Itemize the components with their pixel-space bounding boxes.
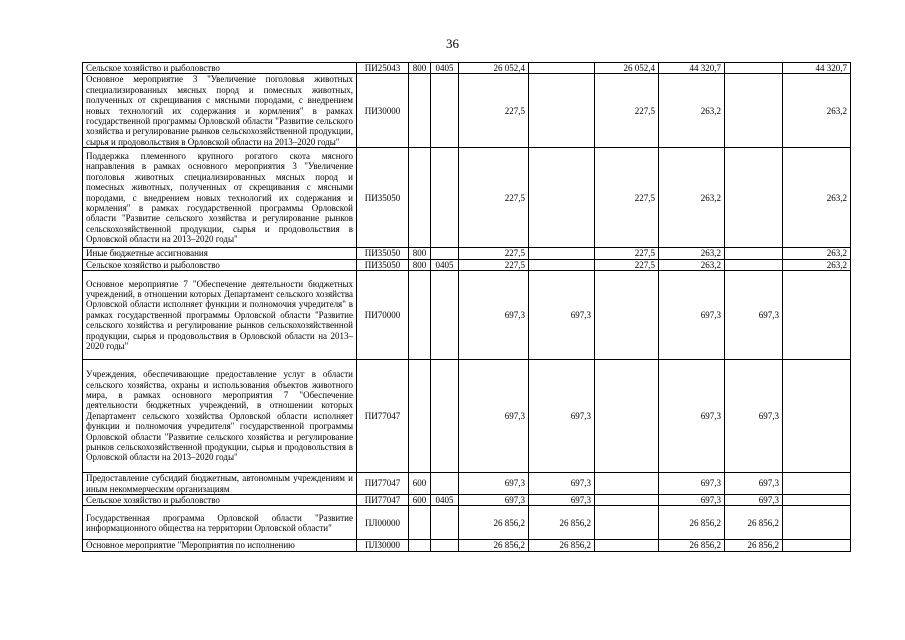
amount-cell-6	[783, 360, 851, 473]
section-cell	[431, 248, 459, 259]
amount-cell-4: 44 320,7	[659, 63, 725, 74]
section-cell	[431, 506, 459, 540]
amount-cell-6: 44 320,7	[783, 63, 851, 74]
amount-cell-2: 26 856,2	[529, 506, 595, 540]
target-code-cell: ПИ77047	[357, 495, 409, 506]
amount-cell-5: 697,3	[725, 495, 783, 506]
amount-cell-2: 697,3	[529, 473, 595, 495]
amount-cell-1: 697,3	[459, 473, 529, 495]
amount-cell-6	[783, 271, 851, 360]
table-row	[83, 259, 851, 270]
amount-cell-3: 227,5	[595, 148, 659, 248]
target-code-cell: ПИ30000	[357, 74, 409, 148]
amount-cell-5	[725, 148, 783, 248]
amount-cell-3: 227,5	[595, 248, 659, 259]
amount-cell-5: 697,3	[725, 271, 783, 360]
amount-cell-3	[595, 540, 659, 551]
amount-cell-1: 697,3	[459, 271, 529, 360]
expense-type-cell	[409, 360, 431, 473]
amount-cell-2	[529, 74, 595, 148]
row-name-cell: Поддержка племенного крупного рогатого скота мясного направления в рамках основного мероприятия 3 "Увеличение поголовья животных специализированных мясных пород и помесных животных, полученных от скрещивания с мясными породами, с внедрением новых технологий их содержания и кормления" в рамках государственной программы Орловской области "Развитие сельского хозяйства и регулирование рынков сельскохозяйственной продукции, сырья и продовольствия в Орловской области на 2013–2020 годы"	[83, 148, 357, 248]
target-code-cell: ПИ35050	[357, 248, 409, 259]
target-code-cell: ПИ35050	[357, 259, 409, 270]
amount-cell-2: 697,3	[529, 271, 595, 360]
section-cell: 0405	[431, 259, 459, 270]
amount-cell-1: 26 856,2	[459, 506, 529, 540]
amount-cell-4: 697,3	[659, 271, 725, 360]
amount-cell-2	[529, 248, 595, 259]
page-number: 36	[446, 36, 459, 51]
expense-type-cell: 600	[409, 495, 431, 506]
table-body	[83, 63, 851, 552]
amount-cell-3	[595, 271, 659, 360]
table-row	[83, 473, 851, 495]
expense-type-cell	[409, 271, 431, 360]
amount-cell-4: 263,2	[659, 148, 725, 248]
expense-type-cell	[409, 74, 431, 148]
budget-table	[82, 62, 851, 552]
row-name-cell: Основное мероприятие "Мероприятия по исполнению	[83, 540, 357, 551]
amount-cell-1: 227,5	[459, 248, 529, 259]
amount-cell-6	[783, 506, 851, 540]
amount-cell-2	[529, 63, 595, 74]
amount-cell-4: 26 856,2	[659, 506, 725, 540]
amount-cell-6: 263,2	[783, 74, 851, 148]
amount-cell-6: 263,2	[783, 259, 851, 270]
table-row	[83, 74, 851, 148]
expense-type-cell	[409, 506, 431, 540]
amount-cell-6: 263,2	[783, 148, 851, 248]
amount-cell-4: 263,2	[659, 74, 725, 148]
amount-cell-6: 263,2	[783, 248, 851, 259]
section-cell: 0405	[431, 495, 459, 506]
target-code-cell: ПИ35050	[357, 148, 409, 248]
row-name-cell: Сельское хозяйство и рыболовство	[83, 259, 357, 270]
target-code-cell: ПЛ00000	[357, 506, 409, 540]
section-cell	[431, 148, 459, 248]
table-row	[83, 248, 851, 259]
row-name-cell: Сельское хозяйство и рыболовство	[83, 495, 357, 506]
row-name-cell: Предоставление субсидий бюджетным, автономным учреждениям и иным некоммерческим организациям	[83, 473, 357, 495]
target-code-cell: ПИ77047	[357, 360, 409, 473]
table-row	[83, 360, 851, 473]
amount-cell-3: 227,5	[595, 74, 659, 148]
amount-cell-4: 697,3	[659, 473, 725, 495]
amount-cell-1: 697,3	[459, 495, 529, 506]
amount-cell-1: 227,5	[459, 259, 529, 270]
table-row	[83, 148, 851, 248]
amount-cell-2: 697,3	[529, 495, 595, 506]
amount-cell-3	[595, 473, 659, 495]
amount-cell-6	[783, 495, 851, 506]
amount-cell-1: 227,5	[459, 74, 529, 148]
amount-cell-3	[595, 506, 659, 540]
amount-cell-2	[529, 148, 595, 248]
amount-cell-5: 697,3	[725, 360, 783, 473]
expense-type-cell	[409, 148, 431, 248]
amount-cell-4: 263,2	[659, 259, 725, 270]
amount-cell-6	[783, 540, 851, 551]
amount-cell-4: 697,3	[659, 495, 725, 506]
amount-cell-5	[725, 74, 783, 148]
table-row	[83, 271, 851, 360]
amount-cell-1: 697,3	[459, 360, 529, 473]
amount-cell-5	[725, 63, 783, 74]
row-name-cell: Государственная программа Орловской области "Развитие информационного общества на территории Орловской области"	[83, 506, 357, 540]
expense-type-cell: 800	[409, 63, 431, 74]
amount-cell-3	[595, 360, 659, 473]
row-name-cell: Учреждения, обеспечивающие предоставление услуг в области сельского хозяйства, охраны и использования объектов животного мира, в рамках основного мероприятия 7 "Обеспечение деятельности бюджетных учреждений, в отношении которых Департамент сельского хозяйства Орловской области исполняет функции и полномочия учредителя" государственной программы Орловской области "Развитие сельского хозяйства и регулирование рынков сельскохозяйственной продукции, сырья и продовольствия в Орловской области на 2013–2020 годы"	[83, 360, 357, 473]
expense-type-cell: 600	[409, 473, 431, 495]
section-cell: 0405	[431, 63, 459, 74]
table-row	[83, 495, 851, 506]
amount-cell-6	[783, 473, 851, 495]
section-cell	[431, 360, 459, 473]
amount-cell-3: 26 052,4	[595, 63, 659, 74]
expense-type-cell: 800	[409, 259, 431, 270]
row-name-cell: Основное мероприятие 3 "Увеличение поголовья животных специализированных мясных пород и помесных животных, полученных от скрещивания с мясными породами, с внедрением новых технологий их содержания и кормления" в рамках государственной программы Орловской области "Развитие сельского хозяйства и регулирование рынков сельскохозяйственной продукции, сырья и продовольствия в Орловской области на 2013–2020 годы"	[83, 74, 357, 148]
amount-cell-2: 697,3	[529, 360, 595, 473]
amount-cell-5: 26 856,2	[725, 506, 783, 540]
target-code-cell: ПИ70000	[357, 271, 409, 360]
amount-cell-5	[725, 259, 783, 270]
table-row	[83, 506, 851, 540]
amount-cell-4: 697,3	[659, 360, 725, 473]
expense-type-cell: 800	[409, 248, 431, 259]
amount-cell-3	[595, 495, 659, 506]
target-code-cell: ПИ77047	[357, 473, 409, 495]
amount-cell-2	[529, 259, 595, 270]
amount-cell-3: 227,5	[595, 259, 659, 270]
target-code-cell: ПИ25043	[357, 63, 409, 74]
table-row	[83, 63, 851, 74]
section-cell	[431, 540, 459, 551]
row-name-cell: Основное мероприятие 7 "Обеспечение деятельности бюджетных учреждений, в отношении которых Департамент сельского хозяйства Орловской области исполняет функции и полномочия учредителя" в рамках государственной программы Орловской области "Развитие сельского хозяйства и регулирование рынков сельскохозяйственной продукции, сырья и продовольствия в Орловской области на 2013–2020 годы"	[83, 271, 357, 360]
amount-cell-4: 26 856,2	[659, 540, 725, 551]
section-cell	[431, 74, 459, 148]
amount-cell-5	[725, 248, 783, 259]
section-cell	[431, 473, 459, 495]
row-name-cell: Иные бюджетные ассигнования	[83, 248, 357, 259]
amount-cell-2: 26 856,2	[529, 540, 595, 551]
amount-cell-1: 26 856,2	[459, 540, 529, 551]
amount-cell-1: 26 052,4	[459, 63, 529, 74]
section-cell	[431, 271, 459, 360]
target-code-cell: ПЛ30000	[357, 540, 409, 551]
amount-cell-4: 263,2	[659, 248, 725, 259]
amount-cell-5: 697,3	[725, 473, 783, 495]
table-row	[83, 540, 851, 551]
row-name-cell: Сельское хозяйство и рыболовство	[83, 63, 357, 74]
expense-type-cell	[409, 540, 431, 551]
amount-cell-1: 227,5	[459, 148, 529, 248]
amount-cell-5: 26 856,2	[725, 540, 783, 551]
